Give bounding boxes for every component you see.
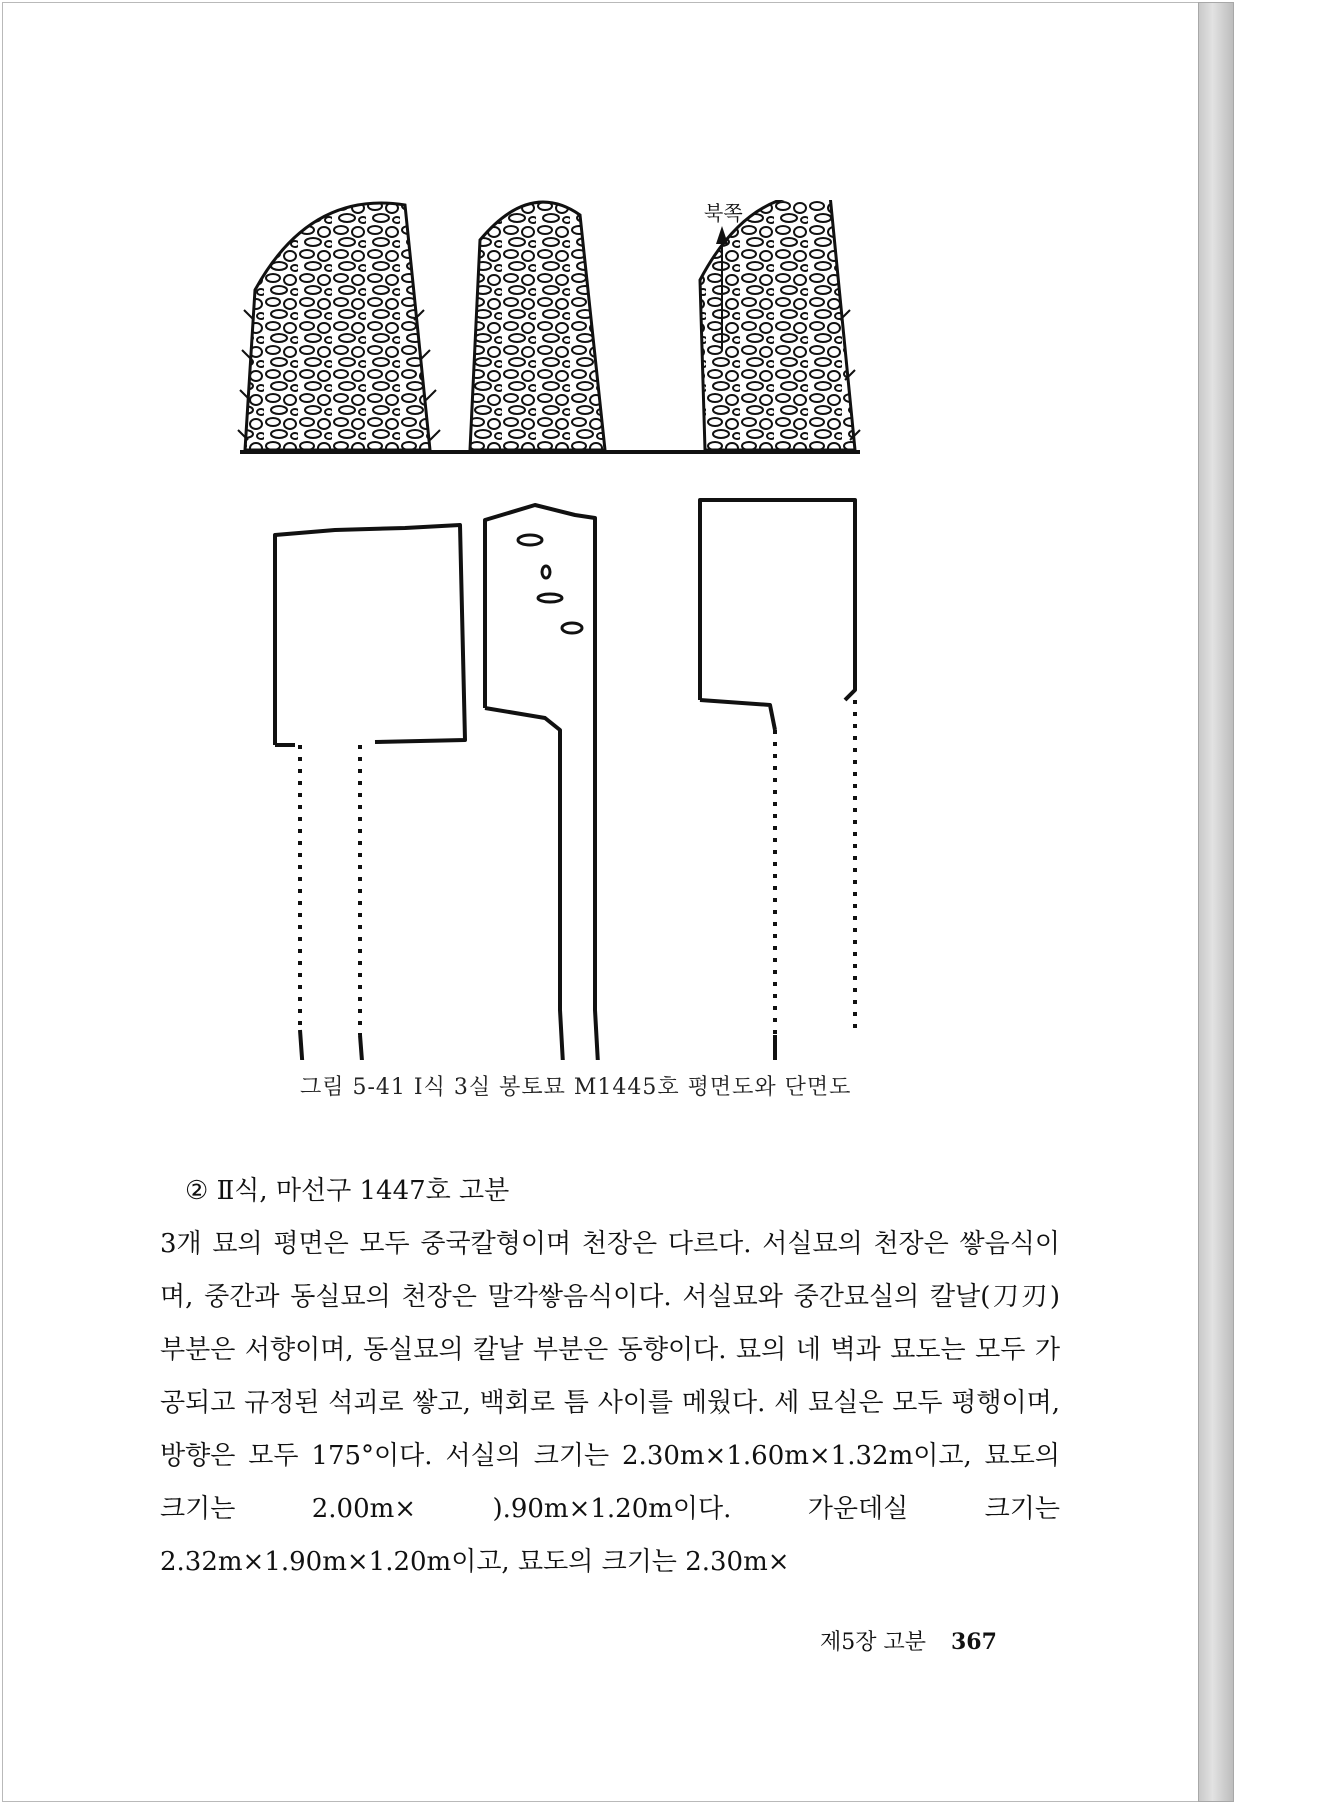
figure-caption: 그림 5-41 Ⅰ식 3실 봉토묘 M1445호 평면도와 단면도 xyxy=(300,1075,852,1100)
west-chamber-plan xyxy=(275,525,465,745)
page-number: 367 xyxy=(951,1629,997,1655)
tomb-plan-figure xyxy=(230,200,1030,1060)
body-paragraph: 3개 묘의 평면은 모두 중국칼형이며 천장은 다르다. 서실묘의 천장은 쌓음식이며, 중간과 동실묘의 천장은 말각쌓음식이다. 서실묘와 중간묘실의 칼날(刀刃) 부분은 서향이며, 동실묘의 칼날 부분은 동향이다. 묘의 네 벽과 묘도는 모두 가공되고 규정된 석괴로 쌓고, 백회로 틈 사이를 메웠다. 세 묘실은 모두 평행이며, 방향은 모두 175°이다. 서실의 크기는 2.30m×1.60m×1.32m이고, 묘도의 크기는 2.00m× ).90m×1.20m이다. 가운데실 크기는 2.32m×1.90m×1.20m이고, 묘도의 크기는 2.30m× xyxy=(160,1229,1060,1577)
middle-chamber-elevation xyxy=(470,202,605,450)
middle-chamber-plan xyxy=(485,505,600,1060)
north-label: 북쪽 xyxy=(704,201,743,225)
tomb-plan-drawing xyxy=(230,200,1030,1060)
page-edge xyxy=(1198,2,1234,1802)
chapter-title: 제5장 고분 xyxy=(820,1630,926,1655)
page-footer xyxy=(820,1625,997,1656)
section-heading: ② Ⅱ식, 마선구 1447호 고분 xyxy=(185,1176,510,1206)
west-chamber-elevation xyxy=(245,203,430,450)
east-chamber-plan xyxy=(700,500,855,700)
